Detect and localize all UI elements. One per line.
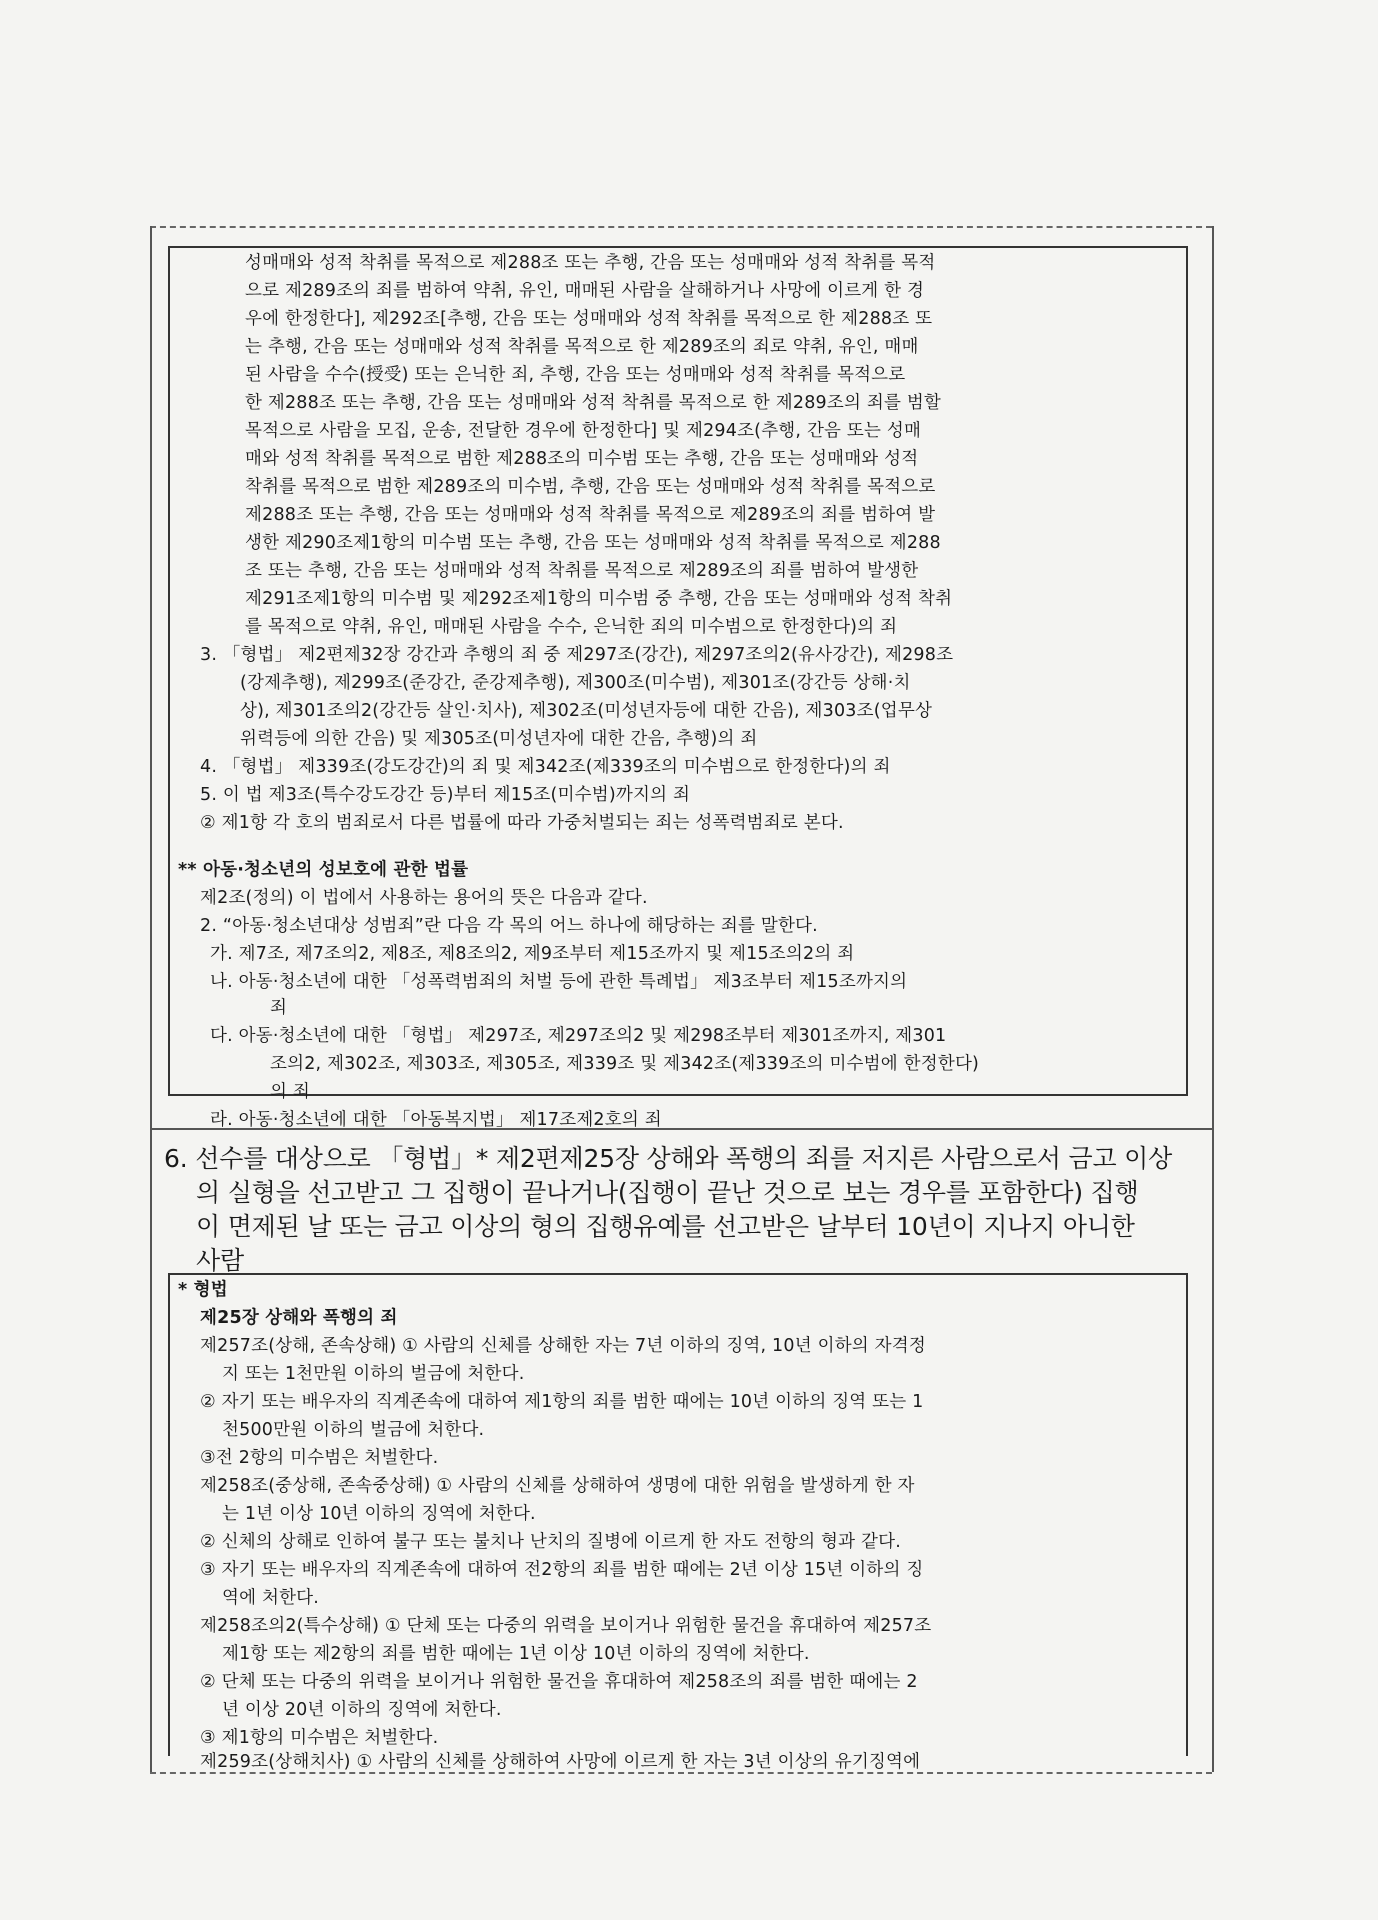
law-heading: ** 아동·청소년의 성보호에 관한 법률 bbox=[178, 860, 469, 880]
text-line: 매와 성적 착취를 목적으로 범한 제288조의 미수범 또는 추행, 간음 또는 성매매와 성적 bbox=[245, 449, 919, 469]
text-line: ③ 자기 또는 배우자의 직계존속에 대하여 전2항의 죄를 범한 때에는 2년 이상 15년 이하의 징 bbox=[200, 1560, 924, 1580]
text-line: 된 사람을 수수(授受) 또는 은닉한 죄, 추행, 간음 또는 성매매와 성적 착취를 목적으로 bbox=[245, 365, 906, 385]
text-line: 조 또는 추행, 간음 또는 성매매와 성적 착취를 목적으로 제289조의 죄를 범하여 발생한 bbox=[245, 561, 919, 581]
text-line: 한 제288조 또는 추행, 간음 또는 성매매와 성적 착취를 목적으로 한 제289조의 죄를 범할 bbox=[245, 393, 942, 413]
text-line: 다. 아동·청소년에 대한 「형법」 제297조, 제297조의2 및 제298조부터 제301조까지, 제301 bbox=[210, 1026, 947, 1046]
text-line: 라. 아동·청소년에 대한 「아동복지법」 제17조제2호의 죄 bbox=[210, 1110, 662, 1130]
text-line: 2. “아동·청소년대상 성범죄”란 다음 각 목의 어느 하나에 해당하는 죄를 말한다. bbox=[200, 916, 818, 936]
left-vertical-rule bbox=[150, 226, 152, 1772]
text-line: ③ 제1항의 미수범은 처벌한다. bbox=[200, 1728, 439, 1748]
text-line: 천500만원 이하의 벌금에 처한다. bbox=[222, 1420, 485, 1440]
text-line: 제258조(중상해, 존속중상해) ① 사람의 신체를 상해하여 생명에 대한 위험을 발생하게 한 자 bbox=[200, 1476, 915, 1496]
text-line: 는 추행, 간음 또는 성매매와 성적 착취를 목적으로 한 제289조의 죄로 약취, 유인, 매매 bbox=[245, 337, 919, 357]
text-line: 제258조의2(특수상해) ① 단체 또는 다중의 위력을 보이거나 위험한 물건을 휴대하여 제257조 bbox=[200, 1616, 932, 1636]
text-line: 착취를 목적으로 범한 제289조의 미수범, 추행, 간음 또는 성매매와 성적 착취를 목적으로 bbox=[245, 477, 936, 497]
text-line: ② 단체 또는 다중의 위력을 보이거나 위험한 물건을 휴대하여 제258조의 죄를 범한 때에는 2 bbox=[200, 1672, 918, 1692]
chapter-heading: 제25장 상해와 폭행의 죄 bbox=[200, 1308, 398, 1328]
bottom-rule bbox=[150, 1772, 1212, 1774]
text-line: 제288조 또는 추행, 간음 또는 성매매와 성적 착취를 목적으로 제289조의 죄를 범하여 발 bbox=[245, 505, 936, 525]
text-line: 으로 제289조의 죄를 범하여 약취, 유인, 매매된 사람을 살해하거나 사망에 이르게 한 경 bbox=[245, 281, 925, 301]
text-line: 조의2, 제302조, 제303조, 제305조, 제339조 및 제342조(제339조의 미수범에 한정한다) bbox=[270, 1054, 980, 1074]
text-line: 우에 한정한다], 제292조[추행, 간음 또는 성매매와 성적 착취를 목적으로 한 제288조 또 bbox=[245, 309, 933, 329]
text-line: 년 이상 20년 이하의 징역에 처한다. bbox=[222, 1700, 502, 1720]
text-line: 를 목적으로 약취, 유인, 매매된 사람을 수수, 은닉한 죄의 미수범으로 한정한다)의 죄 bbox=[245, 617, 898, 637]
text-line: 4. 「형법」 제339조(강도강간)의 죄 및 제342조(제339조의 미수범으로 한정한다)의 죄 bbox=[200, 757, 891, 777]
text-line: 나. 아동·청소년에 대한 「성폭력범죄의 처벌 등에 관한 특례법」 제3조부터 제15조까지의 bbox=[210, 972, 908, 992]
text-line: ② 신체의 상해로 인하여 불구 또는 불치나 난치의 질병에 이르게 한 자도 전항의 형과 같다. bbox=[200, 1532, 902, 1552]
item-6-line: 사람 bbox=[196, 1246, 244, 1275]
text-line: 제2조(정의) 이 법에서 사용하는 용어의 뜻은 다음과 같다. bbox=[200, 888, 648, 908]
item-6-line: 6. 선수를 대상으로 「형법」* 제2편제25장 상해와 폭행의 죄를 저지른 사람으로서 금고 이상 bbox=[164, 1144, 1173, 1173]
text-line: 위력등에 의한 간음) 및 제305조(미성년자에 대한 간음, 추행)의 죄 bbox=[240, 729, 758, 749]
text-line: 지 또는 1천만원 이하의 벌금에 처한다. bbox=[222, 1364, 525, 1384]
law-heading: * 형법 bbox=[178, 1280, 228, 1300]
right-vertical-rule bbox=[1212, 226, 1214, 1772]
text-line: ② 제1항 각 호의 범죄로서 다른 법률에 따라 가중처벌되는 죄는 성폭력범죄로 본다. bbox=[200, 813, 844, 833]
item-6-line: 이 면제된 날 또는 금고 이상의 형의 집행유예를 선고받은 날부터 10년이 지나지 아니한 bbox=[196, 1212, 1135, 1241]
text-line: 는 1년 이상 10년 이하의 징역에 처한다. bbox=[222, 1504, 536, 1524]
item-6-line: 의 실형을 선고받고 그 집행이 끝나거나(집행이 끝난 것으로 보는 경우를 포함한다) 집행 bbox=[196, 1178, 1139, 1207]
text-line: 3. 「형법」 제2편제32장 강간과 추행의 죄 중 제297조(강간), 제297조의2(유사강간), 제298조 bbox=[200, 645, 954, 665]
text-line: 생한 제290조제1항의 미수범 또는 추행, 간음 또는 성매매와 성적 착취를 목적으로 제288 bbox=[245, 533, 941, 553]
text-line: ② 자기 또는 배우자의 직계존속에 대하여 제1항의 죄를 범한 때에는 10년 이하의 징역 또는 1 bbox=[200, 1392, 924, 1412]
text-line: 죄 bbox=[270, 998, 288, 1018]
text-line: 제259조(상해치사) ① 사람의 신체를 상해하여 사망에 이르게 한 자는 3년 이상의 유기징역에 bbox=[200, 1752, 921, 1772]
text-line: 제291조제1항의 미수범 및 제292조제1항의 미수범 중 추행, 간음 또는 성매매와 성적 착취 bbox=[245, 589, 953, 609]
text-line: ③전 2항의 미수범은 처벌한다. bbox=[200, 1448, 439, 1468]
text-line: (강제추행), 제299조(준강간, 준강제추행), 제300조(미수범), 제301조(강간등 상해·치 bbox=[240, 673, 911, 693]
text-line: 제1항 또는 제2항의 죄를 범한 때에는 1년 이상 10년 이하의 징역에 처한다. bbox=[222, 1644, 810, 1664]
text-line: 가. 제7조, 제7조의2, 제8조, 제8조의2, 제9조부터 제15조까지 및 제15조의2의 죄 bbox=[210, 944, 855, 964]
text-line: 역에 처한다. bbox=[222, 1588, 320, 1608]
text-line: 제257조(상해, 존속상해) ① 사람의 신체를 상해한 자는 7년 이하의 징역, 10년 이하의 자격정 bbox=[200, 1336, 926, 1356]
top-rule bbox=[150, 226, 1212, 228]
text-line: 상), 제301조의2(강간등 살인·치사), 제302조(미성년자등에 대한 간음), 제303조(업무상 bbox=[240, 701, 933, 721]
text-line: 목적으로 사람을 모집, 운송, 전달한 경우에 한정한다] 및 제294조(추행, 간음 또는 성매 bbox=[245, 421, 922, 441]
text-line: 성매매와 성적 착취를 목적으로 제288조 또는 추행, 간음 또는 성매매와 성적 착취를 목적 bbox=[245, 253, 936, 273]
text-line: 5. 이 법 제3조(특수강도강간 등)부터 제15조(미수범)까지의 죄 bbox=[200, 785, 691, 805]
text-line: 의 죄 bbox=[270, 1082, 310, 1102]
